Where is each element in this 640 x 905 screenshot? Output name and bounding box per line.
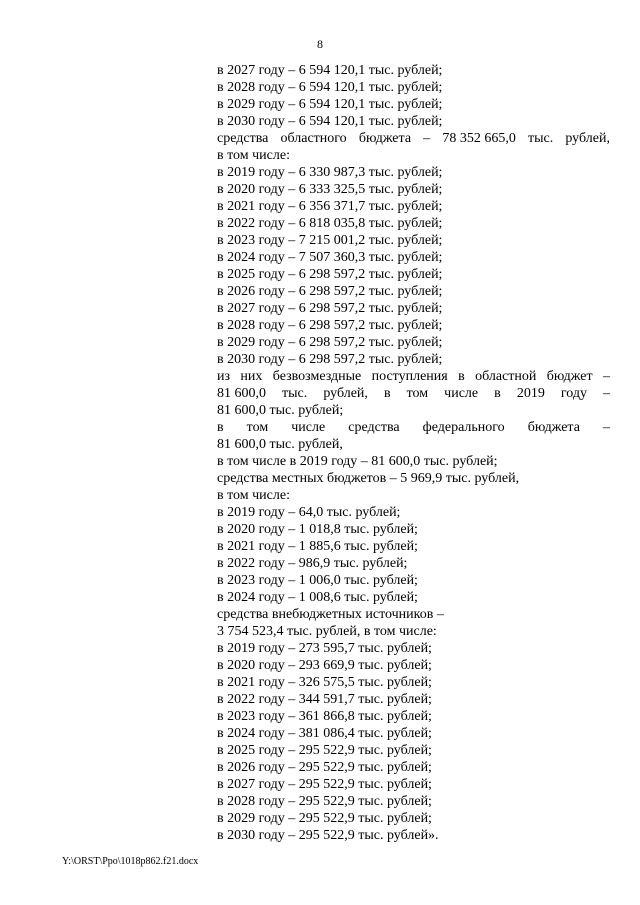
text-line: в 2022 году – 344 591,7 тыс. рублей;: [217, 692, 432, 707]
text-line: в 2022 году – 6 818 035,8 тыс. рублей;: [217, 216, 443, 231]
text-line: в 2024 году – 1 008,6 тыс. рублей;: [217, 590, 418, 605]
text-line: средства внебюджетных источников –: [217, 607, 444, 622]
text-line: в 2023 году – 1 006,0 тыс. рублей;: [217, 573, 418, 588]
text-word: безвозмездные: [272, 369, 362, 384]
text-word: 81 600,0: [217, 386, 266, 401]
text-line: в том числе в 2019 году – 81 600,0 тыс. рублей;: [217, 454, 498, 469]
text-word: бюджет: [546, 369, 593, 384]
text-line: в 2029 году – 295 522,9 тыс. рублей;: [217, 811, 432, 826]
text-line: в 2019 году – 64,0 тыс. рублей;: [217, 505, 401, 520]
text-line: в 2019 году – 6 330 987,3 тыс. рублей;: [217, 165, 443, 180]
text-line: в 2029 году – 6 594 120,1 тыс. рублей;: [217, 97, 443, 112]
text-line: в 2030 году – 6 298 597,2 тыс. рублей;: [217, 352, 443, 367]
text-line: в 2030 году – 295 522,9 тыс. рублей».: [217, 828, 439, 843]
text-word: федерального: [422, 420, 505, 435]
text-word: том: [406, 386, 429, 401]
text-line: в 2021 году – 6 356 371,7 тыс. рублей;: [217, 199, 443, 214]
text-word: –: [423, 131, 431, 146]
text-line: в 2025 году – 6 298 597,2 тыс. рублей;: [217, 267, 443, 282]
text-line: в 2024 году – 7 507 360,3 тыс. рублей;: [217, 250, 443, 265]
text-line: в том числе:: [217, 148, 290, 163]
text-line: [217, 385, 610, 402]
text-word: году: [560, 386, 587, 401]
text-line: в 2021 году – 326 575,5 тыс. рублей;: [217, 675, 432, 690]
text-line: в 2020 году – 293 669,9 тыс. рублей;: [217, 658, 432, 673]
text-line: в 2026 году – 6 298 597,2 тыс. рублей;: [217, 284, 443, 299]
page-number: 8: [317, 37, 323, 51]
text-word: –: [603, 386, 610, 401]
text-word: в: [383, 386, 391, 401]
text-word: 78 352 665,0: [442, 131, 516, 146]
text-line: в 2030 году – 6 594 120,1 тыс. рублей;: [217, 114, 443, 129]
text-word: средства: [348, 420, 400, 435]
text-line: 81 600,0 тыс. рублей;: [217, 403, 344, 418]
text-line: в 2028 году – 295 522,9 тыс. рублей;: [217, 794, 432, 809]
text-line: в 2026 году – 295 522,9 тыс. рублей;: [217, 760, 432, 775]
text-line: в 2024 году – 381 086,4 тыс. рублей;: [217, 726, 432, 741]
text-word: поступления: [371, 369, 448, 384]
text-line: в 2023 году – 361 866,8 тыс. рублей;: [217, 709, 432, 724]
text-line: в 2021 году – 1 885,6 тыс. рублей;: [217, 539, 418, 554]
text-line: в 2029 году – 6 298 597,2 тыс. рублей;: [217, 335, 443, 350]
text-line: в 2028 году – 6 594 120,1 тыс. рублей;: [217, 80, 443, 95]
text-word: 2019: [516, 386, 545, 401]
text-line: в 2019 году – 273 595,7 тыс. рублей;: [217, 641, 432, 656]
text-word: тыс.: [527, 131, 554, 146]
text-line: в 2020 году – 1 018,8 тыс. рублей;: [217, 522, 418, 537]
footer-file-path: Y:\ORST\Ppo\1018p862.f21.docx: [62, 856, 199, 867]
text-word: них: [240, 369, 263, 384]
text-word: из: [217, 369, 231, 384]
text-word: числе: [291, 420, 326, 435]
text-word: в: [494, 386, 501, 401]
text-word: бюджета: [527, 420, 580, 435]
text-line: в 2020 году – 6 333 325,5 тыс. рублей;: [217, 182, 443, 197]
text-line: [217, 419, 610, 436]
text-line: средства местных бюджетов – 5 969,9 тыс. рублей,: [217, 471, 520, 486]
text-line: [217, 130, 610, 147]
text-word: бюджета: [358, 131, 412, 146]
text-word: средства: [217, 131, 269, 146]
text-line: в 2028 году – 6 298 597,2 тыс. рублей;: [217, 318, 443, 333]
text-line: в 2025 году – 295 522,9 тыс. рублей;: [217, 743, 432, 758]
text-word: в: [217, 420, 224, 435]
text-word: областной: [475, 369, 537, 384]
text-line: в 2027 году – 6 298 597,2 тыс. рублей;: [217, 301, 443, 316]
text-line: в том числе:: [217, 488, 290, 503]
text-word: числе: [444, 386, 479, 401]
text-word: тыс.: [282, 386, 308, 401]
document-body: [217, 62, 610, 844]
text-word: рублей,: [323, 386, 368, 401]
text-line: 3 754 523,4 тыс. рублей, в том числе:: [217, 624, 437, 639]
text-word: –: [602, 420, 610, 435]
text-line: 81 600,0 тыс. рублей,: [217, 437, 343, 452]
text-line: в 2027 году – 6 594 120,1 тыс. рублей;: [217, 63, 443, 78]
text-line: в 2023 году – 7 215 001,2 тыс. рублей;: [217, 233, 443, 248]
text-line: в 2022 году – 986,9 тыс. рублей;: [217, 556, 408, 571]
text-word: –: [602, 369, 610, 384]
text-word: том: [246, 420, 269, 435]
text-word: рублей,: [565, 131, 610, 146]
text-word: областного: [280, 131, 347, 146]
text-word: в: [458, 369, 465, 384]
text-line: [217, 368, 610, 385]
text-line: в 2027 году – 295 522,9 тыс. рублей;: [217, 777, 432, 792]
